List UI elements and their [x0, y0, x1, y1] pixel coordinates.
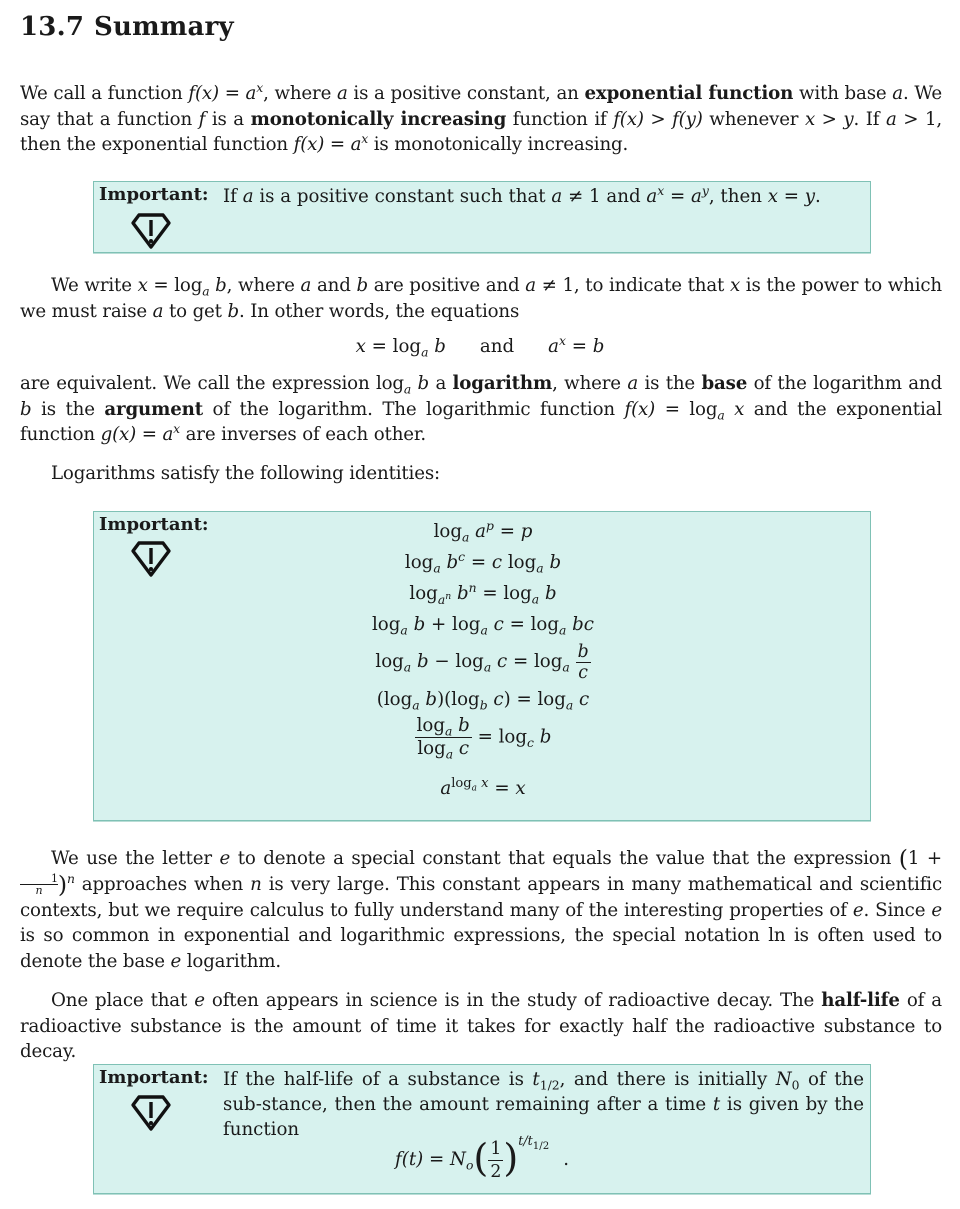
- warning-icon: [130, 1094, 172, 1132]
- important-label: Important:: [99, 1067, 209, 1088]
- section-title: Summary: [94, 12, 234, 42]
- term-logarithm: logarithm: [452, 373, 553, 394]
- identity-power-of-base: $\log_a a^p = p$: [433, 519, 533, 545]
- important-box-half-life: [93, 1064, 871, 1194]
- identity-inverse: $a^{log_a x} = x$: [440, 775, 526, 799]
- identity-list: [94, 516, 872, 802]
- expression-limit-e: (1 + $\frac{1}{n})^n$: [20, 848, 942, 895]
- important-label: Important:: [99, 184, 209, 205]
- important-text: If the half-life of a substance is $t_{1/2}$, and there is initially $N_0$ of the sub-stance, then the amount remaining after a time t is given by the function: [223, 1069, 864, 1140]
- term-monotonically-increasing: monotonically increasing: [250, 108, 507, 130]
- term-argument: argument: [104, 398, 203, 420]
- half-life-formula: $f(t) = N_o$( $\frac{1}{2}$ )$^{t/t_{1/2}}$.: [395, 1133, 569, 1182]
- identity-power-rule: $\log_a b^c = c$ $\log_a b$: [404, 550, 562, 576]
- paragraph-constant-e: We use the letter e to denote a special constant that equals the value that the expression (1 + $\frac{1}{n})^n$ approaches when n is very large. This constant appears in many mathematical and scientific contexts, but we require calculus to fully understand many of the interesting properties of e. Since e is so common in exponential and logarithmic expressions, the special notation ln is often used to denote the base e logarithm.: [20, 844, 943, 972]
- paragraph-half-life: One place that e often appears in science is in the study of radioactive decay. The half-life of a radioactive substance is the amount of time it takes for exactly half the radioactive substance to decay.: [20, 990, 942, 1062]
- important-text: If a is a positive constant such that a ≠ 1 and $a^x = a^y$, then x = y.: [223, 184, 821, 207]
- identity-change-of-base: $\frac{\log_a b}{\log_a c}$ = $\log_c b$: [416, 715, 552, 762]
- important-box-log-identities: [93, 511, 871, 821]
- identity-chain-rule: ($\log_a$ $b)(\log_b$ $c) = \log_a c$: [376, 689, 590, 713]
- paragraph-logarithm-notation: We write $x = \log_a b$, where a and b are positive and a ≠ 1, to indicate that x is the power to which we must raise a to get b. In other words, the equations: [20, 275, 943, 322]
- term-half-life: half-life: [821, 990, 900, 1011]
- identity-base-power: $\log_{a^n} b^n = \log_a b$: [409, 581, 557, 607]
- warning-icon: [130, 212, 172, 250]
- paragraph-identities-intro: Logarithms satisfy the following identities:: [51, 463, 440, 484]
- important-label: Important:: [99, 514, 209, 535]
- term-base: base: [701, 373, 748, 394]
- important-box-exponent-equality: [93, 181, 871, 253]
- section-number: 13.7: [20, 12, 85, 42]
- identity-product-rule: $\log_a b + \log_a c = \log_a$ bc: [371, 614, 594, 638]
- display-equation-equivalence: $x = \log_a b$ and $a^x = b$: [355, 334, 605, 360]
- paragraph-logarithm-terms: are equivalent. We call the expression $\log_a b$ a logarithm, where a is the base of the logarithm and b is the argument of the logarithm. The logarithmic function $f(x) = \log_a x$ and the exponential function $g(x) = a^x$ are inverses of each other.: [20, 373, 942, 445]
- term-exponential-function: exponential function: [584, 83, 794, 104]
- paragraph-exponential-definition: We call a function $f(x) = a^x$, where a is a positive constant, an exponential function with base a. We say that a function f is a monotonically increasing function if f(x) > f(y) whenever x > y. If a > 1, then the exponential function $f(x) = a^x$ is monotonically increasing.: [20, 81, 943, 155]
- section-heading: [20, 12, 234, 42]
- identity-quotient-rule: $\log_a b - \log_a c = \log_a$ $\frac{b}{c}$: [375, 641, 589, 683]
